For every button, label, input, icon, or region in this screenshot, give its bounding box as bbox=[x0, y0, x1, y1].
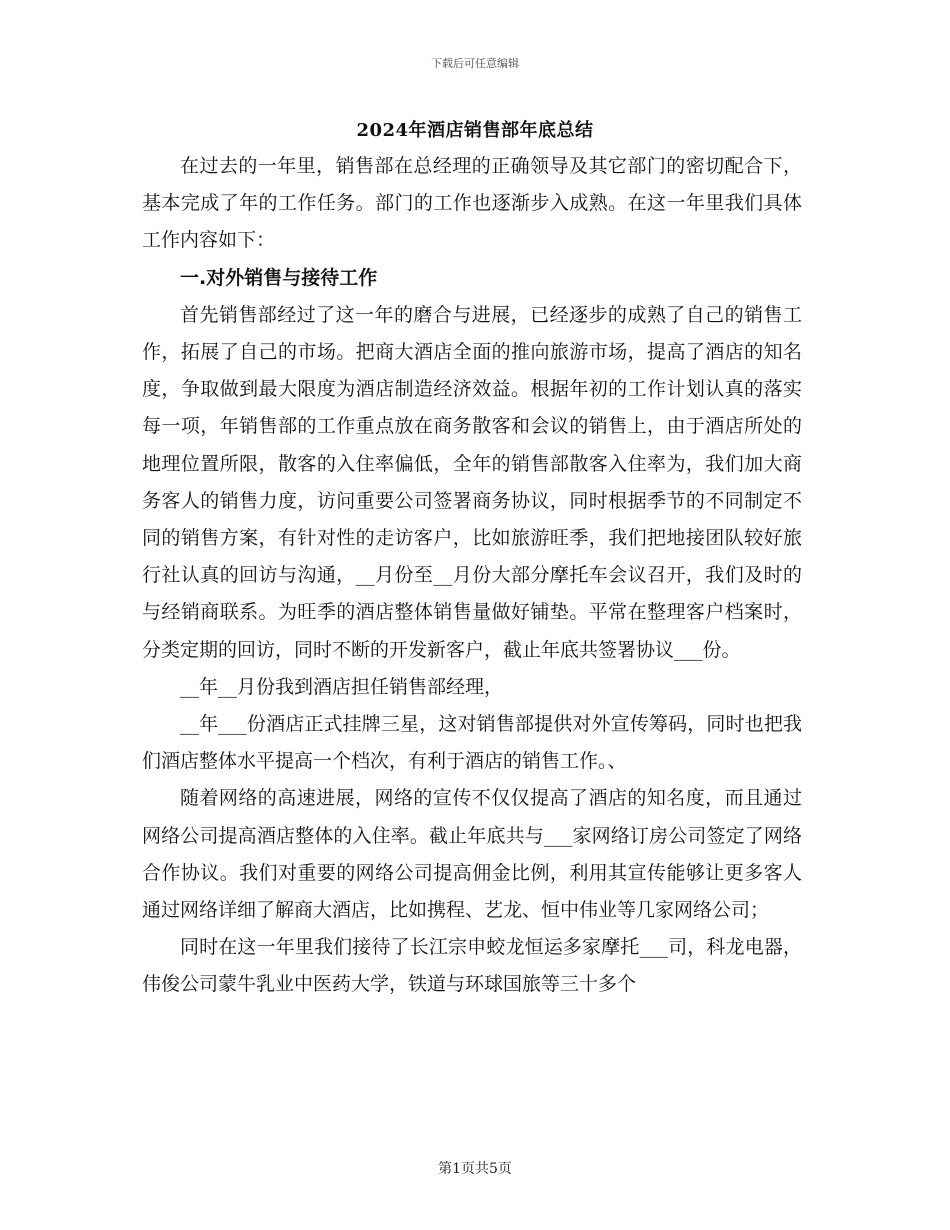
paragraph-intro: 在过去的一年里，销售部在总经理的正确领导及其它部门的密切配合下，基本完成了年的工作任务。部门的工作也逐渐步入成熟。在这一年里我们具体工作内容如下： bbox=[142, 155, 802, 252]
paragraph-reception: 同时在这一年里我们接待了长江宗申蛟龙恒运多家摩托___司，科龙电器，伟俊公司蒙牛乳业中医药大学，铁道与环球国旅等三十多个 bbox=[142, 936, 802, 996]
document-title: 2024年酒店销售部年底总结 bbox=[356, 120, 594, 141]
document-body bbox=[142, 148, 802, 1004]
paragraph-network: 随着网络的高速进展，网络的宣传不仅仅提高了酒店的知名度，而且通过网络公司提高酒店整体的入住率。截止年底共与___家网络订房公司签定了网络合作协议。我们对重要的网络公司提高佣金比例，利用其宣传能够让更多客人通过网络详细了解商大酒店，比如携程、艺龙、恒中伟业等几家网络公司； bbox=[142, 787, 802, 922]
section-heading-sales: 一.对外销售与接待工作 bbox=[180, 266, 378, 289]
paragraph-sales-work: 首先销售部经过了这一年的磨合与进展，已经逐步的成熟了自己的销售工作，拓展了自己的市场。把商大酒店全面的推向旅游市场，提高了酒店的知名度，争取做到最大限度为酒店制造经济效益。根据年初的工作计划认真的落实每一项，年销售部的工作重点放在商务散客和会议的销售上，由于酒店所处的地理位置所限，散客的入住率偏低，全年的销售部散客入住率为，我们加大商务客人的销售力度，访问重要公司签署商务协议，同时根据季节的不同制定不同的销售方案，有针对性的走访客户，比如旅游旺季，我们把地接团队较好旅行社认真的回访与沟通，__月份至__月份大部分摩托车会议召开，我们及时的与经销商联系。为旺季的酒店整体销售量做好铺垫。平常在整理客户档案时，分类定期的回访，同时不断的开发新客户，截止年底共签署协议___份。 bbox=[142, 303, 802, 661]
header-note: 下载后可任意编辑 bbox=[431, 57, 519, 70]
paragraph-manager: __年__月份我到酒店担任销售部经理， bbox=[180, 675, 504, 698]
page-number: 第1页共5页 bbox=[438, 1161, 512, 1177]
paragraph-three-star: __年___份酒店正式挂牌三星，这对销售部提供对外宣传筹码，同时也把我们酒店整体水平提高一个档次，有利于酒店的销售工作。、 bbox=[142, 713, 802, 773]
